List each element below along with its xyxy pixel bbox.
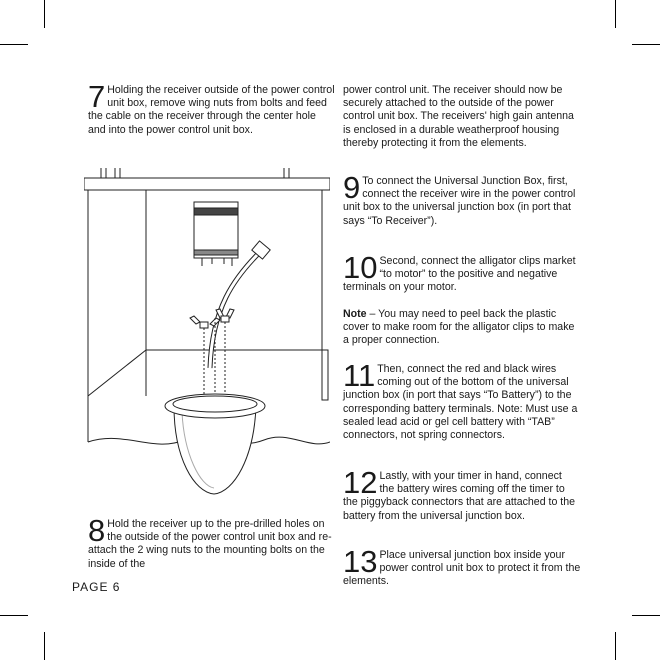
crop-mark [0, 615, 28, 616]
step-9 [343, 170, 583, 228]
step-text: Then, connect the red and black wires coming out of the bottom of the universal junction box (in port that says “To Battery”) to the corresponding battery terminals. Note: Must use a sealed lead acid or gel cell battery with “TAB” connectors, not spring connectors. [343, 363, 578, 442]
step-7 [88, 79, 336, 137]
crop-mark [632, 615, 660, 616]
step-text: Holding the receiver outside of the power control unit box, remove wing nuts from bolts and feed the cable on the receiver through the center hole and into the power control unit box. [88, 84, 335, 136]
receiver-mount-illustration [84, 168, 330, 502]
crop-mark [632, 44, 660, 45]
step-number: 13 [343, 544, 378, 579]
step-number: 10 [343, 250, 378, 285]
step-8-continued [343, 84, 583, 150]
step-13 [343, 544, 588, 589]
crop-mark [44, 0, 45, 28]
step-text: Lastly, with your timer in hand, connect the battery wires coming off the timer to the piggyback connectors that are attached to the battery from the universal junction box. [343, 470, 576, 522]
step-text: power control unit. The receiver should now be securely attached to the outside of the power control unit box. The receivers' high gain antenna is enclosed in a durable weatherproof housing thereby protecting it from the elements. [343, 84, 574, 149]
step-11 [343, 358, 588, 442]
step-number: 9 [343, 170, 361, 205]
note-label: Note [343, 308, 367, 320]
step-text: Hold the receiver up to the pre-drilled holes on the outside of the power control unit box and re-attach the 2 wing nuts to the mounting bolts on the inside of the [88, 518, 332, 570]
step-10 [343, 250, 588, 295]
step-text: Second, connect the alligator clips market “to motor” to the positive and negative terminals on your motor. [343, 255, 576, 294]
step-number: 12 [343, 465, 378, 500]
note [343, 308, 583, 348]
step-number: 8 [88, 513, 106, 548]
step-text: To connect the Universal Junction Box, first, connect the receiver wire in the power control unit box to the universal junction box (in port that says “To Receiver”). [343, 175, 576, 227]
step-number: 7 [88, 79, 106, 114]
step-8 [88, 513, 336, 571]
note-text: – You may need to peel back the plastic cover to make room for the alligator clips to make a proper connection. [343, 308, 575, 347]
crop-mark [44, 632, 45, 660]
step-text: Place universal junction box inside your power control unit box to protect it from the elements. [343, 549, 581, 588]
step-12 [343, 465, 578, 523]
crop-mark [615, 632, 616, 660]
crop-mark [0, 44, 28, 45]
page-label: PAGE 6 [72, 580, 121, 594]
crop-mark [615, 0, 616, 28]
step-number: 11 [343, 358, 376, 393]
